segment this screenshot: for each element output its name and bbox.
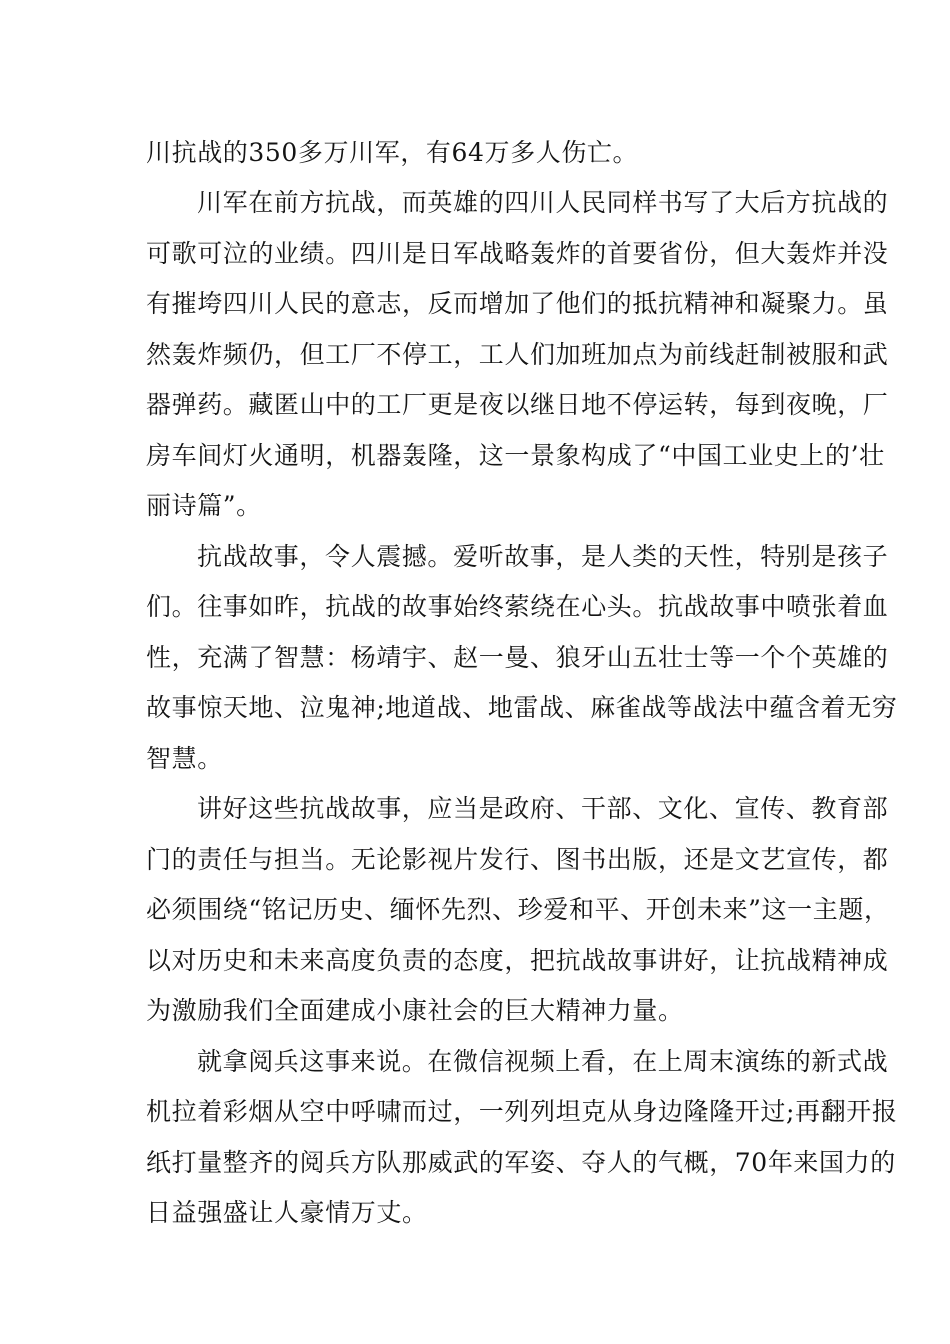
text-line: 必须围绕“铭记历史、缅怀先烈、珍爱和平、开创未来”这一主题， (146, 895, 890, 924)
text-line: 性，充满了智慧：杨靖宇、赵一曼、狼牙山五壮士等一个个英雄的 (146, 643, 889, 672)
text-line: 讲好这些抗战故事，应当是政府、干部、文化、宣传、教育部 (197, 794, 889, 823)
text-line: 川抗战的350多万川军，有64万多人伤亡。 (146, 138, 639, 167)
text-line: 川军在前方抗战，而英雄的四川人民同样书写了大后方抗战的 (197, 188, 889, 217)
text-line: 纸打量整齐的阅兵方队那威武的军姿、夺人的气概，70年来国力的 (146, 1148, 896, 1177)
text-line: 以对历史和未来高度负责的态度，把抗战故事讲好，让抗战精神成 (146, 946, 889, 975)
text-line: 然轰炸频仍，但工厂不停工，工人们加班加点为前线赶制被服和武 (146, 340, 889, 369)
text-line: 门的责任与担当。无论影视片发行、图书出版，还是文艺宣传，都 (146, 845, 889, 874)
text-line: 故事惊天地、泣鬼神;地道战、地雷战、麻雀战等战法中蕴含着无穷 (146, 693, 898, 722)
text-line: 机拉着彩烟从空中呼啸而过，一列列坦克从身边隆隆开过;再翻开报 (146, 1097, 898, 1126)
text-line: 智慧。 (146, 744, 223, 773)
text-line: 器弹药。藏匿山中的工厂更是夜以继日地不停运转，每到夜晚，厂 (146, 390, 889, 419)
text-line: 丽诗篇”。 (146, 491, 262, 520)
text-line: 日益强盛让人豪情万丈。 (146, 1198, 428, 1227)
text-line: 抗战故事，令人震撼。爱听故事，是人类的天性，特别是孩子 (197, 542, 889, 571)
text-line: 们。往事如昨，抗战的故事始终萦绕在心头。抗战故事中喷张着血 (146, 592, 889, 621)
text-line: 房车间灯火通明，机器轰隆，这一景象构成了“中国工业史上的’壮 (146, 441, 885, 470)
text-line: 有摧垮四川人民的意志，反而增加了他们的抵抗精神和凝聚力。虽 (146, 289, 889, 318)
text-line: 可歌可泣的业绩。四川是日军战略轰炸的首要省份，但大轰炸并没 (146, 239, 889, 268)
text-line: 为激励我们全面建成小康社会的巨大精神力量。 (146, 996, 684, 1025)
text-line: 就拿阅兵这事来说。在微信视频上看，在上周末演练的新式战 (197, 1047, 889, 1076)
